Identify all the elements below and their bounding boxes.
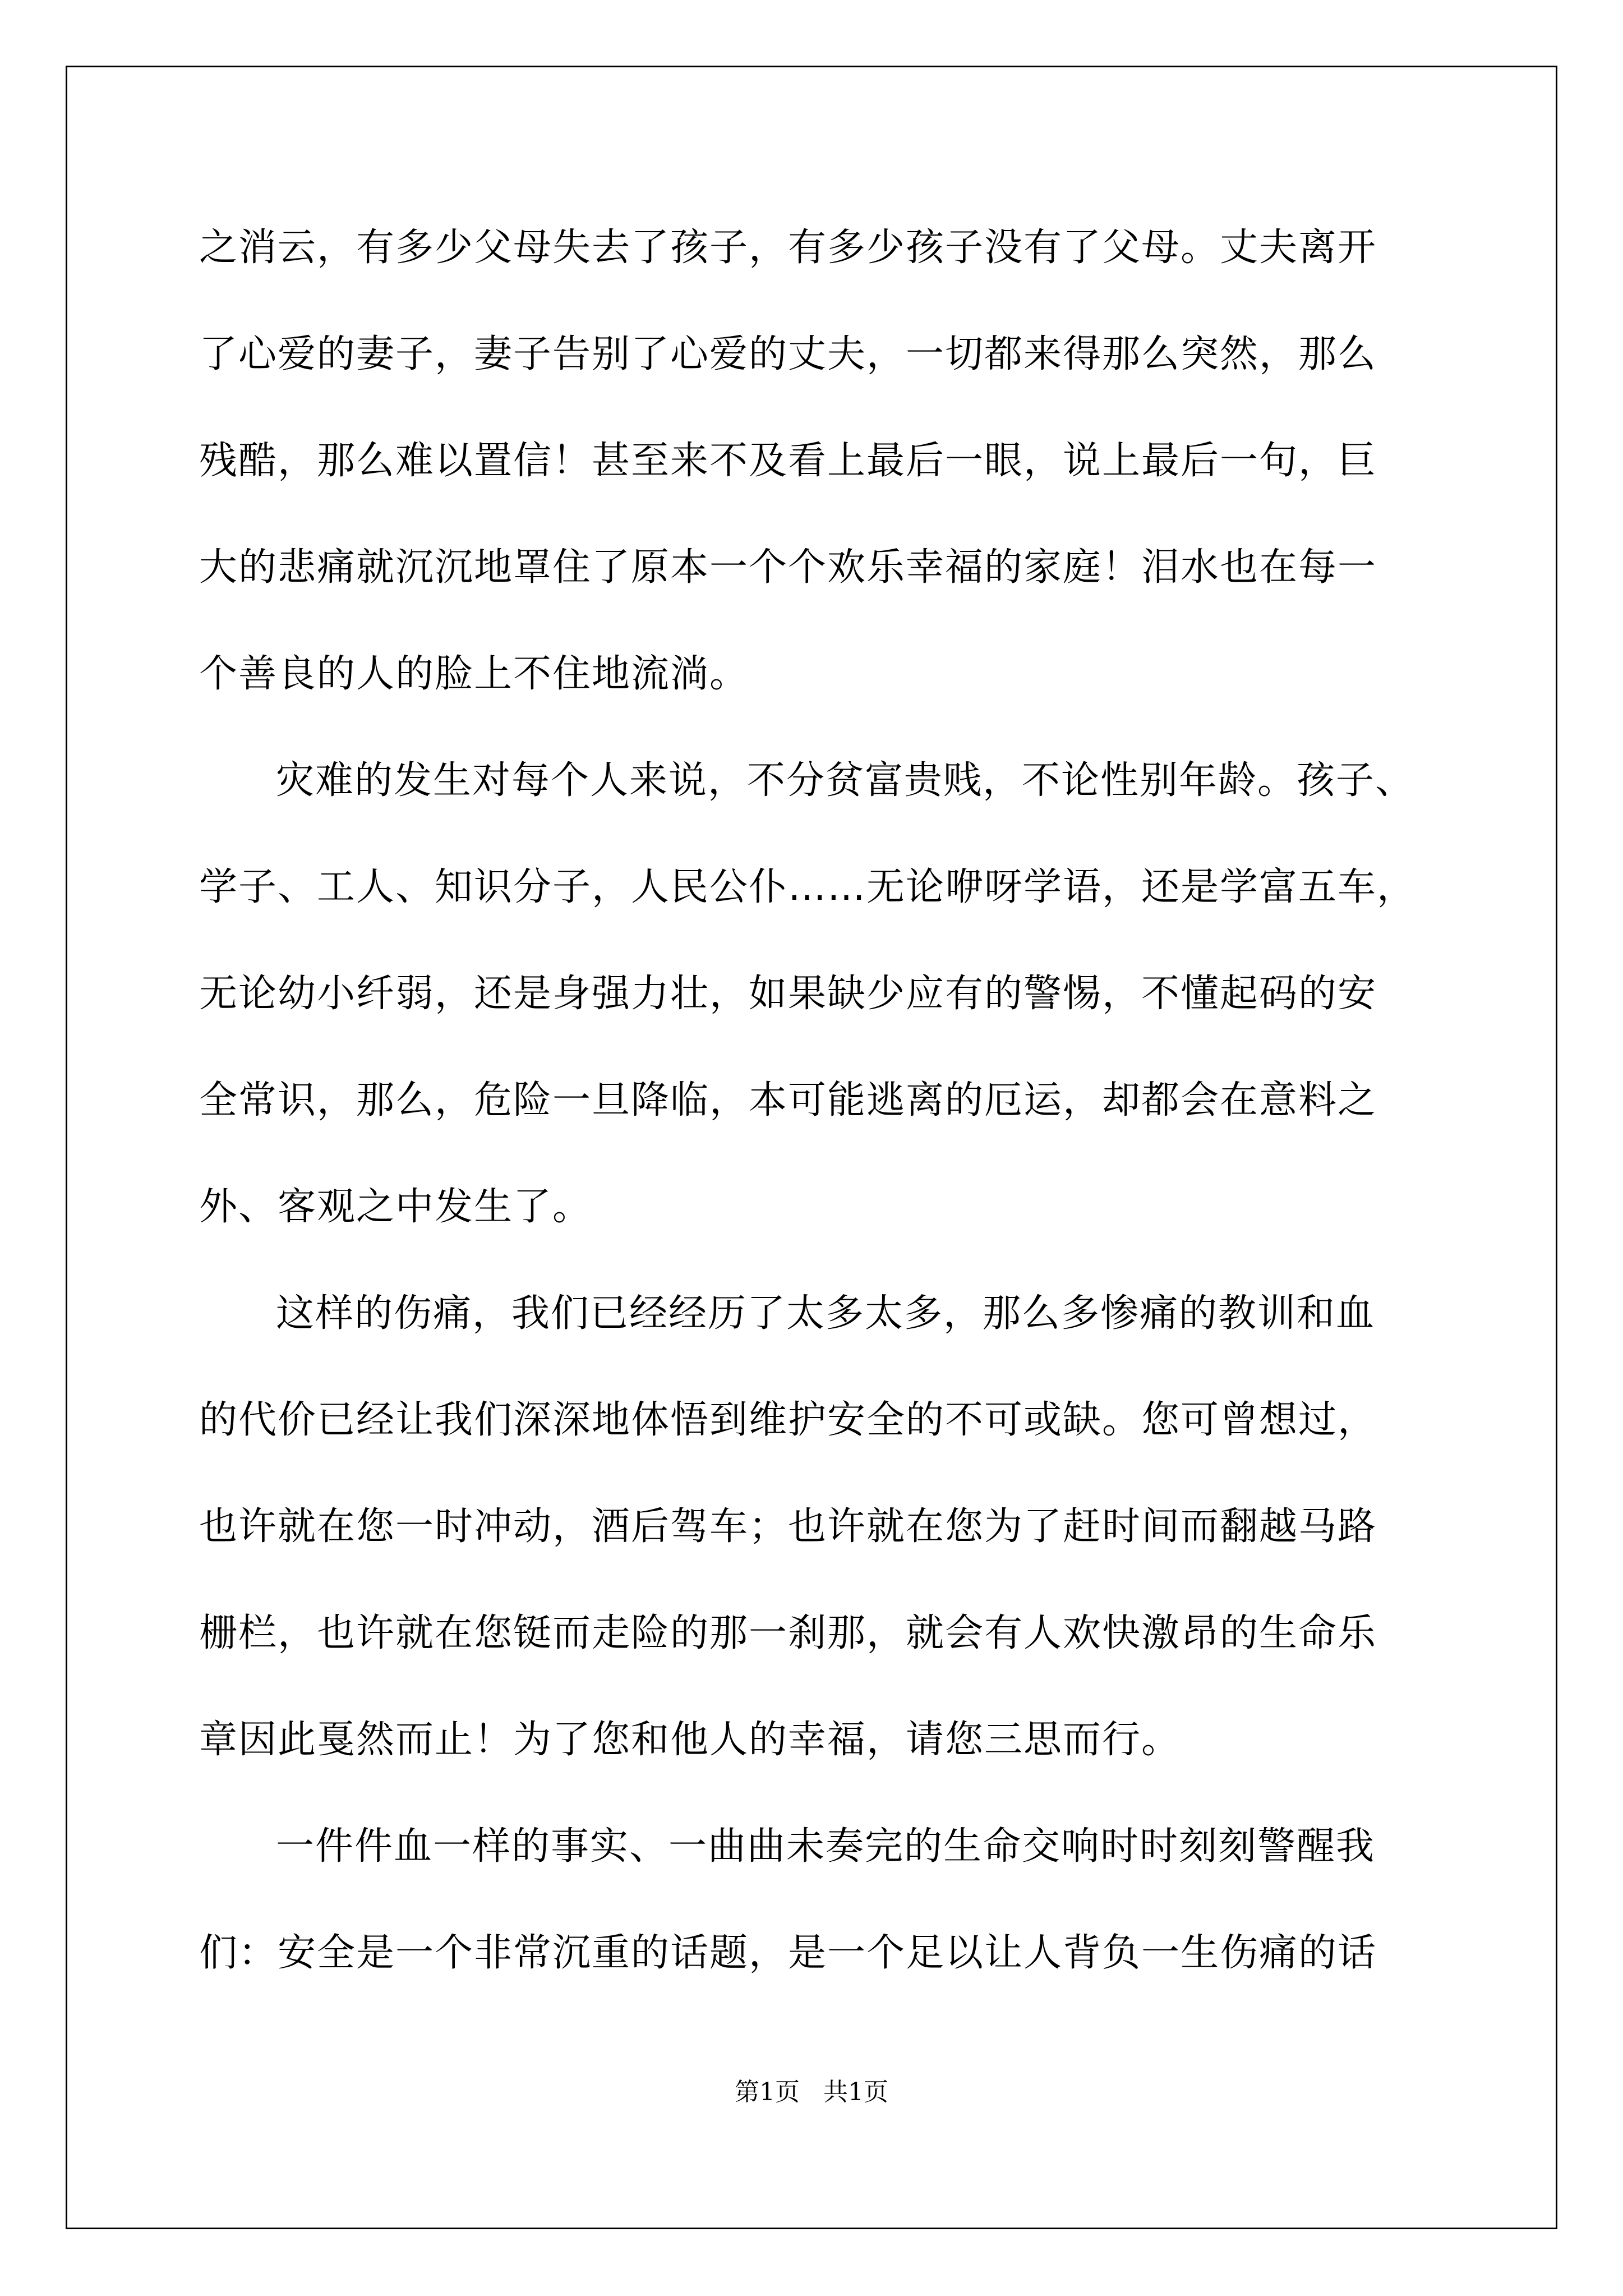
text-line: 章因此戛然而止！为了您和他人的幸福，请您三思而行。 (199, 1718, 1181, 1762)
page-number-footer: 第1页 共1页 (735, 2078, 888, 2106)
text-line: 学子、工人、知识分子，人民公仆……无论咿呀学语，还是学富五车， (199, 865, 1417, 909)
text-line: 全常识，那么，危险一旦降临，本可能逃离的厄运，却都会在意料之 (199, 1078, 1377, 1122)
paragraph-start-line: 这样的伤痛，我们已经经历了太多太多，那么多惨痛的教训和血 (276, 1291, 1376, 1336)
text-line: 之消云，有多少父母失去了孩子，有多少孩子没有了父母。丈夫离开 (199, 226, 1377, 270)
paragraph-start-line: 一件件血一样的事实、一曲曲未奏完的生命交响时时刻刻警醒我 (276, 1824, 1376, 1869)
text-line: 栅栏，也许就在您铤而走险的那一刹那，就会有人欢快激昂的生命乐 (199, 1611, 1377, 1655)
text-line: 的代价已经让我们深深地体悟到维护安全的不可或缺。您可曾想过， (199, 1398, 1377, 1442)
text-line: 残酷，那么难以置信！甚至来不及看上最后一眼，说上最后一句，巨 (199, 439, 1377, 483)
text-line: 外、客观之中发生了。 (199, 1185, 592, 1229)
text-line: 个善良的人的脸上不住地流淌。 (199, 652, 749, 696)
text-line: 无论幼小纤弱，还是身强力壮，如果缺少应有的警惕，不懂起码的安 (199, 972, 1377, 1016)
text-line: 了心爱的妻子，妻子告别了心爱的丈夫，一切都来得那么突然，那么 (199, 332, 1377, 376)
text-line: 大的悲痛就沉沉地罩住了原本一个个欢乐幸福的家庭！泪水也在每一 (199, 545, 1377, 590)
page-border (66, 66, 1557, 2229)
paragraph-start-line: 灾难的发生对每个人来说，不分贫富贵贱，不论性别年龄。孩子、 (276, 758, 1415, 803)
text-line: 们：安全是一个非常沉重的话题，是一个足以让人背负一生伤痛的话 (199, 1931, 1377, 1975)
text-line: 也许就在您一时冲动，酒后驾车；也许就在您为了赶时间而翻越马路 (199, 1504, 1377, 1549)
